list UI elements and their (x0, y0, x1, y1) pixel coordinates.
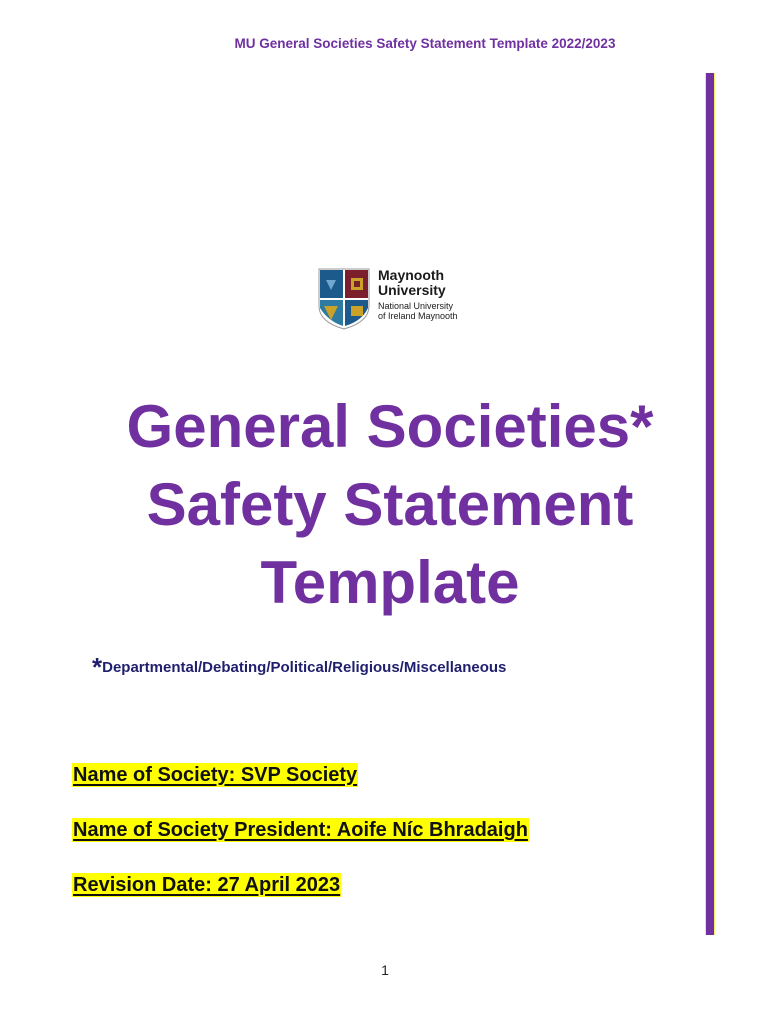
university-logo (318, 268, 458, 330)
logo-subtitle-line2: of Ireland Maynooth (378, 311, 458, 321)
asterisk: * (92, 652, 103, 682)
decorative-side-bar (705, 73, 715, 935)
society-types-note (92, 652, 506, 683)
society-name-field: Name of Society: SVP Society (73, 764, 358, 786)
title-line1: General Societies* (126, 393, 654, 460)
society-president-field: Name of Society President: Aoife Níc Bhradaigh (73, 819, 528, 841)
logo-name-line2: University (378, 282, 446, 298)
maynooth-crest-icon (318, 268, 370, 330)
logo-subtitle-line1: National University (378, 301, 454, 311)
society-types-text: Departmental/Debating/Political/Religious/Miscellaneous (102, 659, 507, 676)
page-number: 1 (381, 962, 389, 978)
title-line2: Safety Statement (146, 471, 634, 538)
running-header: MU General Societies Safety Statement Template 2022/2023 (234, 36, 616, 51)
logo-name-line1: Maynooth (378, 267, 445, 283)
revision-date-field: Revision Date: 27 April 2023 (73, 874, 341, 896)
document-title (80, 388, 700, 622)
title-line3: Template (260, 549, 520, 616)
